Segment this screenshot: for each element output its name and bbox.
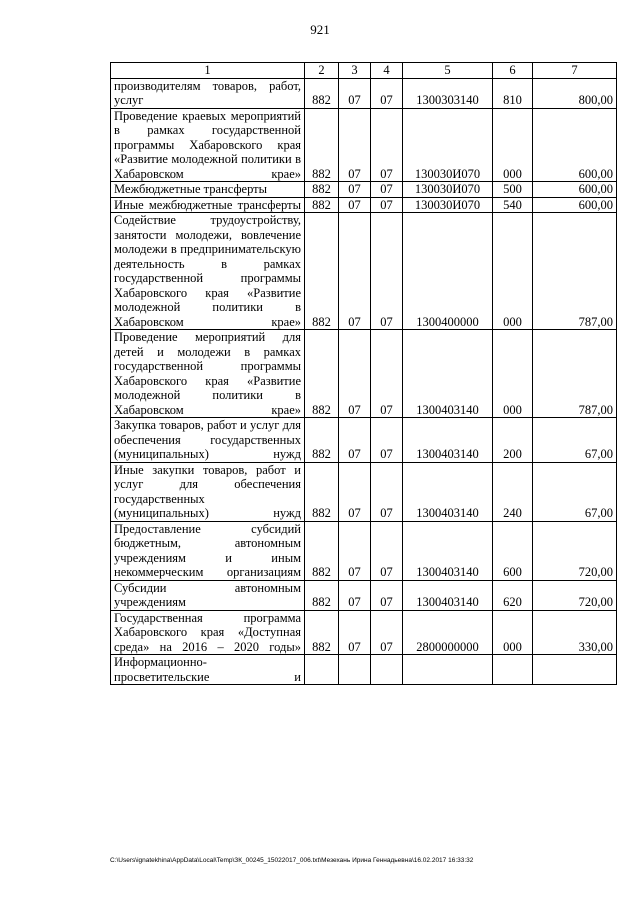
row-expense-type: 000 — [493, 610, 533, 655]
row-code: 882 — [305, 580, 339, 610]
row-code: 882 — [305, 610, 339, 655]
row-name: производителям товаров, работ, услуг — [111, 78, 305, 108]
row-sum: 787,00 — [533, 213, 617, 330]
row-expense-type: 810 — [493, 78, 533, 108]
row-subsection — [371, 655, 403, 685]
row-sum: 800,00 — [533, 78, 617, 108]
row-name: Проведение краевых мероприятий в рамках государственной программы Хабаровского края «Развитие молодежной политики в Хабаровском крае» — [111, 108, 305, 182]
row-name: Информационно-просветительские и — [111, 655, 305, 685]
row-sum — [533, 655, 617, 685]
row-code: 882 — [305, 418, 339, 463]
row-expense-type: 620 — [493, 580, 533, 610]
row-code: 882 — [305, 213, 339, 330]
row-target-article: 1300403140 — [403, 462, 493, 521]
row-sum: 600,00 — [533, 182, 617, 198]
table-row — [111, 418, 617, 463]
row-expense-type — [493, 655, 533, 685]
budget-table — [110, 62, 617, 685]
row-code: 882 — [305, 462, 339, 521]
row-expense-type: 600 — [493, 521, 533, 580]
row-subsection: 07 — [371, 418, 403, 463]
row-name: Межбюджетные трансферты — [111, 182, 305, 198]
row-expense-type: 000 — [493, 213, 533, 330]
table-row — [111, 330, 617, 418]
row-subsection: 07 — [371, 213, 403, 330]
row-subsection: 07 — [371, 521, 403, 580]
row-section: 07 — [339, 78, 371, 108]
table-row — [111, 655, 617, 685]
row-code: 882 — [305, 330, 339, 418]
row-section: 07 — [339, 182, 371, 198]
row-target-article: 1300400000 — [403, 213, 493, 330]
row-code: 882 — [305, 78, 339, 108]
row-expense-type: 540 — [493, 197, 533, 213]
row-name: Государственная программа Хабаровского края «Доступная среда» на 2016 – 2020 годы» — [111, 610, 305, 655]
row-code — [305, 655, 339, 685]
row-section: 07 — [339, 580, 371, 610]
row-subsection: 07 — [371, 182, 403, 198]
table-row — [111, 78, 617, 108]
row-sum: 720,00 — [533, 521, 617, 580]
column-header: 2 — [305, 63, 339, 79]
row-expense-type: 000 — [493, 108, 533, 182]
row-subsection: 07 — [371, 462, 403, 521]
row-section: 07 — [339, 462, 371, 521]
row-target-article: 1300403140 — [403, 521, 493, 580]
row-code: 882 — [305, 521, 339, 580]
table-row — [111, 108, 617, 182]
column-header: 4 — [371, 63, 403, 79]
row-target-article — [403, 655, 493, 685]
page-number: 921 — [310, 22, 330, 37]
row-target-article: 1300403140 — [403, 330, 493, 418]
row-sum: 600,00 — [533, 108, 617, 182]
table-header-row — [111, 63, 617, 79]
row-code: 882 — [305, 182, 339, 198]
row-subsection: 07 — [371, 108, 403, 182]
row-target-article: 130030И070 — [403, 197, 493, 213]
row-sum: 330,00 — [533, 610, 617, 655]
row-section: 07 — [339, 521, 371, 580]
column-header: 6 — [493, 63, 533, 79]
row-expense-type: 500 — [493, 182, 533, 198]
file-path-footer: C:\Users\ignatekhina\AppData\Local\Temp\ЗК_00245_15022017_006.txt\Мезехань Ирина Геннадьевна\16.02.2017 16:33:32 — [110, 857, 474, 864]
column-header: 7 — [533, 63, 617, 79]
row-subsection: 07 — [371, 330, 403, 418]
column-header: 3 — [339, 63, 371, 79]
row-target-article: 130030И070 — [403, 182, 493, 198]
row-name: Содействие трудоустройству, занятости молодежи, вовлечение молодежи в предпринимательскую деятельность в рамках государственной программы Хабаровского края «Развитие молодежной политики в Хабаровском крае» — [111, 213, 305, 330]
row-section: 07 — [339, 197, 371, 213]
row-code: 882 — [305, 108, 339, 182]
row-sum: 720,00 — [533, 580, 617, 610]
table-row — [111, 521, 617, 580]
row-subsection: 07 — [371, 580, 403, 610]
row-section — [339, 655, 371, 685]
row-name: Проведение мероприятий для детей и молодежи в рамках государственной программы Хабаровского края «Развитие молодежной политики в Хабаровском крае» — [111, 330, 305, 418]
table-row — [111, 182, 617, 198]
row-code: 882 — [305, 197, 339, 213]
table-row — [111, 580, 617, 610]
row-section: 07 — [339, 213, 371, 330]
row-expense-type: 200 — [493, 418, 533, 463]
row-name: Субсидии автономным учреждениям — [111, 580, 305, 610]
column-header: 5 — [403, 63, 493, 79]
row-target-article: 2800000000 — [403, 610, 493, 655]
row-sum: 67,00 — [533, 462, 617, 521]
table-row — [111, 610, 617, 655]
table-row — [111, 462, 617, 521]
row-section: 07 — [339, 330, 371, 418]
row-expense-type: 240 — [493, 462, 533, 521]
row-section: 07 — [339, 610, 371, 655]
row-target-article: 1300403140 — [403, 580, 493, 610]
row-name: Предоставление субсидий бюджетным, автономным учреждениям и иным некоммерческим организациям — [111, 521, 305, 580]
row-section: 07 — [339, 108, 371, 182]
row-section: 07 — [339, 418, 371, 463]
row-subsection: 07 — [371, 197, 403, 213]
row-expense-type: 000 — [493, 330, 533, 418]
row-name: Закупка товаров, работ и услуг для обеспечения государственных (муниципальных) нужд — [111, 418, 305, 463]
row-subsection: 07 — [371, 610, 403, 655]
row-target-article: 130030И070 — [403, 108, 493, 182]
column-header: 1 — [111, 63, 305, 79]
row-sum: 787,00 — [533, 330, 617, 418]
row-sum: 600,00 — [533, 197, 617, 213]
row-sum: 67,00 — [533, 418, 617, 463]
row-name: Иные межбюджетные трансферты — [111, 197, 305, 213]
row-target-article: 1300403140 — [403, 418, 493, 463]
table-row — [111, 197, 617, 213]
row-name: Иные закупки товаров, работ и услуг для обеспечения государственных (муниципальных) нужд — [111, 462, 305, 521]
row-target-article: 1300303140 — [403, 78, 493, 108]
row-subsection: 07 — [371, 78, 403, 108]
table-row — [111, 213, 617, 330]
